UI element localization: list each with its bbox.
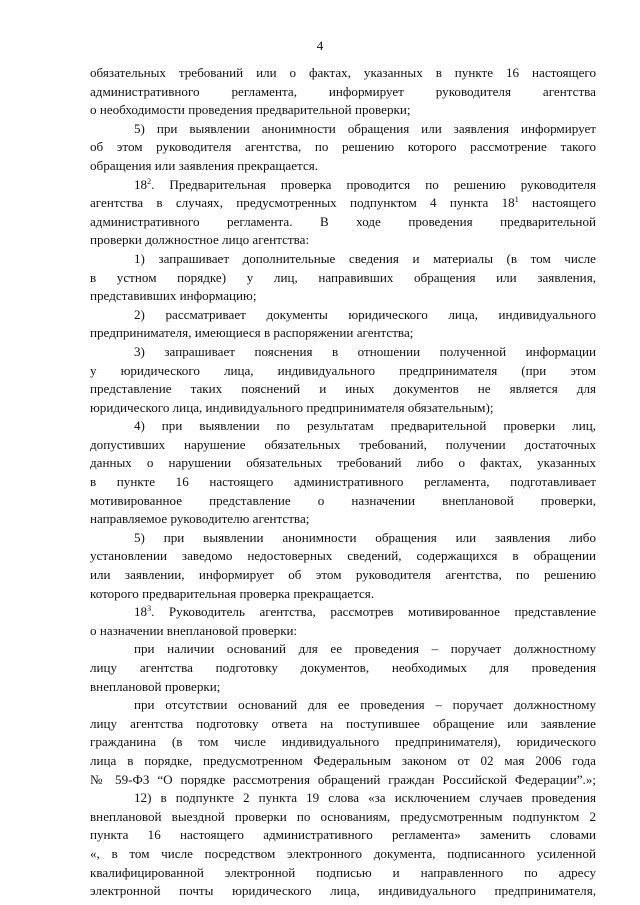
text-line: «, в том числе посредством электронного документа, подписанного усиленной	[90, 845, 596, 861]
text-line: № 59-ФЗ “О порядке рассмотрения обращений граждан Российской Федерации”.»;	[90, 771, 596, 787]
text-line: $18^2$. Предварительная проверка проводится по решению руководителя	[134, 176, 596, 192]
text-line: при наличии оснований для ее проведения – поручает должностному	[134, 641, 596, 657]
text-line: предпринимателя, имеющиеся в распоряжении агентства;	[90, 325, 414, 341]
text-line: допустивших нарушение обязательных требований, получении достаточных	[90, 436, 596, 452]
text-line: юридического лица, индивидуального предпринимателя обязательным);	[90, 399, 494, 415]
superscript: 3	[147, 604, 152, 614]
superscript: 2	[147, 176, 152, 186]
text-line: обращения или заявления прекращается.	[90, 157, 319, 173]
text-line: у юридического лица, индивидуального предпринимателя (при этом	[90, 362, 596, 378]
text-line: в пункте 16 настоящего административного регламента, подготавливает	[90, 474, 596, 490]
text-line: 1) запрашивает дополнительные сведения и материалы (в том числе	[134, 250, 596, 266]
text-line: об этом руководителя агентства, по решению которого рассмотрение такого	[90, 139, 596, 155]
text-line: которого предварительная проверка прекращается.	[90, 585, 375, 601]
text-line: квалифицированной электронной подписью и направленного по адресу	[90, 864, 596, 880]
text-line: 5) при выявлении анонимности обращения или заявления информирует	[134, 120, 596, 136]
text-line: лицу агентства подготовку ответа на поступившее обращение или заявление	[90, 715, 596, 731]
document-body	[90, 64, 596, 901]
page-number: 4	[316, 38, 324, 53]
text-line: административного регламента. В ходе проведения предварительной	[90, 213, 596, 229]
text-line: 2) рассматривает документы юридического лица, индивидуального	[134, 306, 596, 322]
text-line: проверки должностное лицо агентства:	[90, 232, 310, 248]
text-line: мотивированное представление о назначении внеплановой проверки,	[90, 492, 596, 508]
text-line: агентства в случаях, предусмотренных подпунктом 4 пункта $18^1$ настоящего	[90, 195, 596, 211]
text-line: административного регламента, информирует руководителя агентства	[90, 83, 596, 99]
text-line: о назначении внеплановой проверки:	[90, 622, 298, 638]
text-line: о необходимости проведения предварительной проверки;	[90, 102, 411, 118]
text-line: 5) при выявлении анонимности обращения или заявления либо	[134, 529, 596, 545]
text-line: данных о нарушении обязательных требований либо о фактах, указанных	[90, 455, 596, 471]
text-line: при отсутствии оснований для ее проведения – поручает должностному	[134, 697, 596, 713]
text-line: лицу агентства подготовку документов, необходимых для проведения	[90, 660, 596, 675]
text-line: электронной почты юридического лица, индивидуального предпринимателя,	[90, 883, 596, 899]
text-line: пункта 16 настоящего административного регламента» заменить словами	[90, 827, 596, 843]
text-line: внеплановой выездной проверки по основаниям, предусмотренным подпунктом 2	[90, 808, 596, 824]
text-line: 12) в подпункте 2 пункта 19 слова «за исключением случаев проведения	[134, 790, 596, 806]
text-line: или заявлении, информирует об этом руководителя агентства, по решению	[90, 567, 596, 583]
superscript: 1	[514, 195, 519, 205]
text-line: $18^3$. Руководитель агентства, рассмотрев мотивированное представление	[134, 604, 596, 620]
text-line: гражданина (в том числе индивидуального предпринимателя), юридического	[90, 734, 596, 750]
text-line: представивших информацию;	[90, 288, 257, 304]
text-line: представление таких пояснений и иных документов не является для	[90, 381, 596, 397]
text-line: обязательных требований или о фактах, указанных в пункте 16 настоящего	[90, 65, 596, 80]
text-line: 4) при выявлении по результатам предварительной проверки лиц,	[134, 418, 596, 434]
text-line: внеплановой проверки;	[90, 678, 221, 694]
text-line: лица в порядке, предусмотренном Федеральным законом от 02 мая 2006 года	[90, 752, 596, 768]
text-line: 3) запрашивает пояснения в отношении полученной информации	[134, 343, 596, 359]
text-line: направляемое руководителю агентства;	[90, 511, 310, 527]
text-line: в устном порядке) у лиц, направивших обращения или заявления,	[90, 269, 596, 285]
text-line: установлении заведомо недостоверных сведений, содержащихся в обращении	[90, 548, 596, 564]
